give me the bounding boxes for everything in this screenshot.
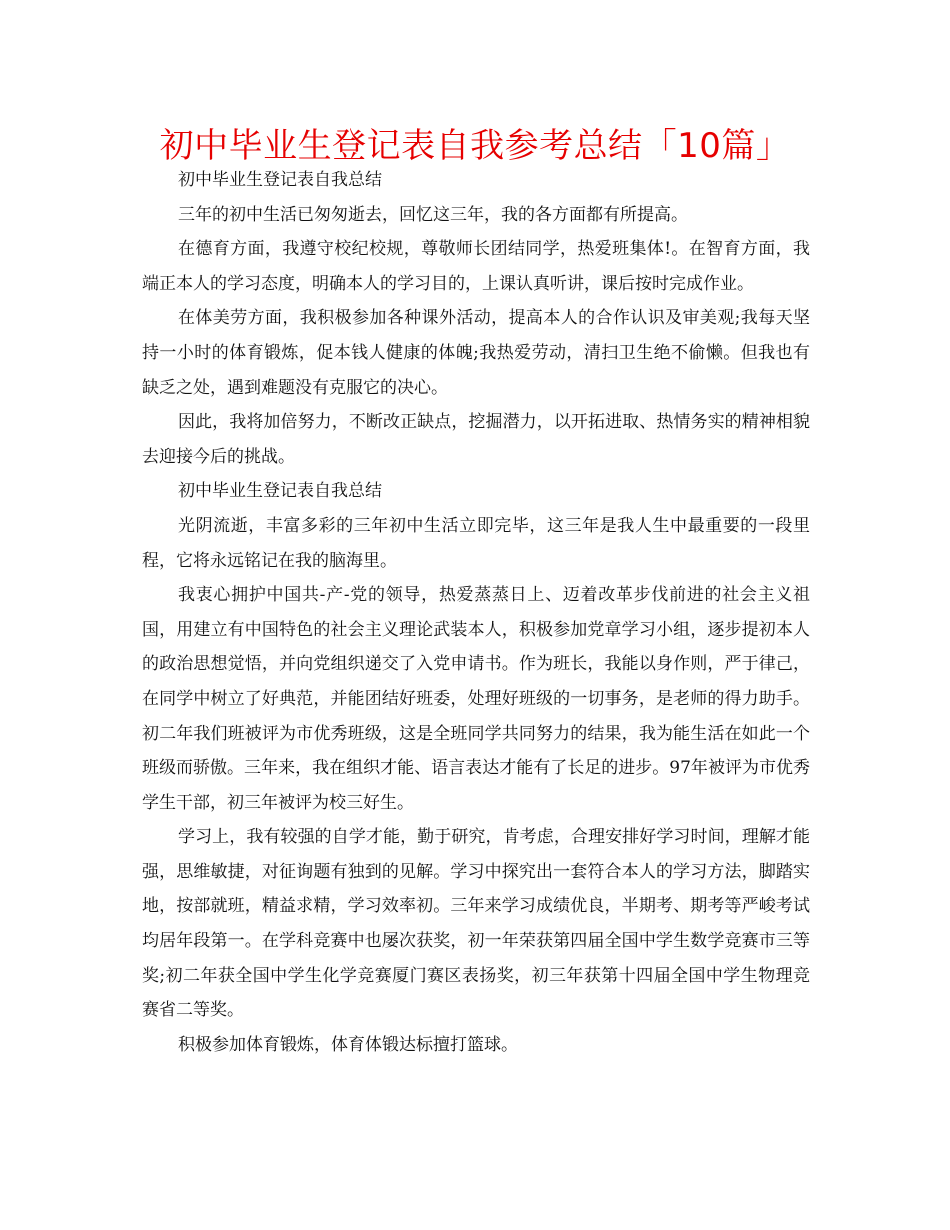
document-body: [142, 163, 810, 1062]
paragraph: 在体美劳方面，我积极参加各种课外活动，提高本人的合作认识及审美观;我每天坚持一小时的体育锻炼，促本钱人健康的体魄;我热爱劳动，清扫卫生绝不偷懒。但我也有缺乏之处，遇到难题没有克服它的决心。: [142, 308, 810, 398]
document-title: 初中毕业生登记表自我参考总结「10篇」: [159, 126, 791, 166]
paragraph: 我衷心拥护中国共-产-党的领导，热爱蒸蒸日上、迈着改革步伐前进的社会主义祖国，用建立有中国特色的社会主义理论武装本人，积极参加党章学习小组，逐步提初本人的政治思想觉悟，并向党组织递交了入党申请书。作为班长，我能以身作则，严于律己，在同学中树立了好典范，并能团结好班委，处理好班级的一切事务，是老师的得力助手。初二年我们班被评为市优秀班级，这是全班同学共同努力的结果，我为能生活在如此一个班级而骄傲。三年来，我在组织才能、语言表达才能有了长足的进步。97年被评为市优秀学生干部，初三年被评为校三好生。: [142, 585, 810, 813]
paragraph: 积极参加体育锻炼，体育体锻达标擅打篮球。: [178, 1034, 518, 1055]
paragraph: 因此，我将加倍努力，不断改正缺点，挖掘潜力，以开拓进取、热情务实的精神相貌去迎接今后的挑战。: [142, 412, 810, 467]
paragraph: 光阴流逝，丰富多彩的三年初中生活立即完毕，这三年是我人生中最重要的一段里程，它将永远铭记在我的脑海里。: [142, 515, 810, 571]
paragraph: 三年的初中生活已匆匆逝去，回忆这三年，我的各方面都有所提高。: [178, 204, 688, 225]
section-heading: 初中毕业生登记表自我总结: [178, 170, 382, 190]
section-heading: 初中毕业生登记表自我总结: [178, 481, 382, 502]
paragraph: 在德育方面，我遵守校纪校规，尊敬师长团结同学，热爱班集体!。在智育方面，我端正本人的学习态度，明确本人的学习目的，上课认真听讲，课后按时完成作业。: [142, 239, 810, 294]
paragraph: 学习上，我有较强的自学才能，勤于研究，肯考虑，合理安排好学习时间，理解才能强，思维敏捷，对征询题有独到的见解。学习中探究出一套符合本人的学习方法，脚踏实地，按部就班，精益求精，学习效率初。三年来学习成绩优良，半期考、期考等严峻考试均居年段第一。在学科竞赛中也屡次获奖，初一年荣获第四届全国中学生数学竞赛市三等奖;初二年获全国中学生化学竞赛厦门赛区表扬奖，初三年获第十四届全国中学生物理竞赛省二等奖。: [142, 827, 810, 1021]
